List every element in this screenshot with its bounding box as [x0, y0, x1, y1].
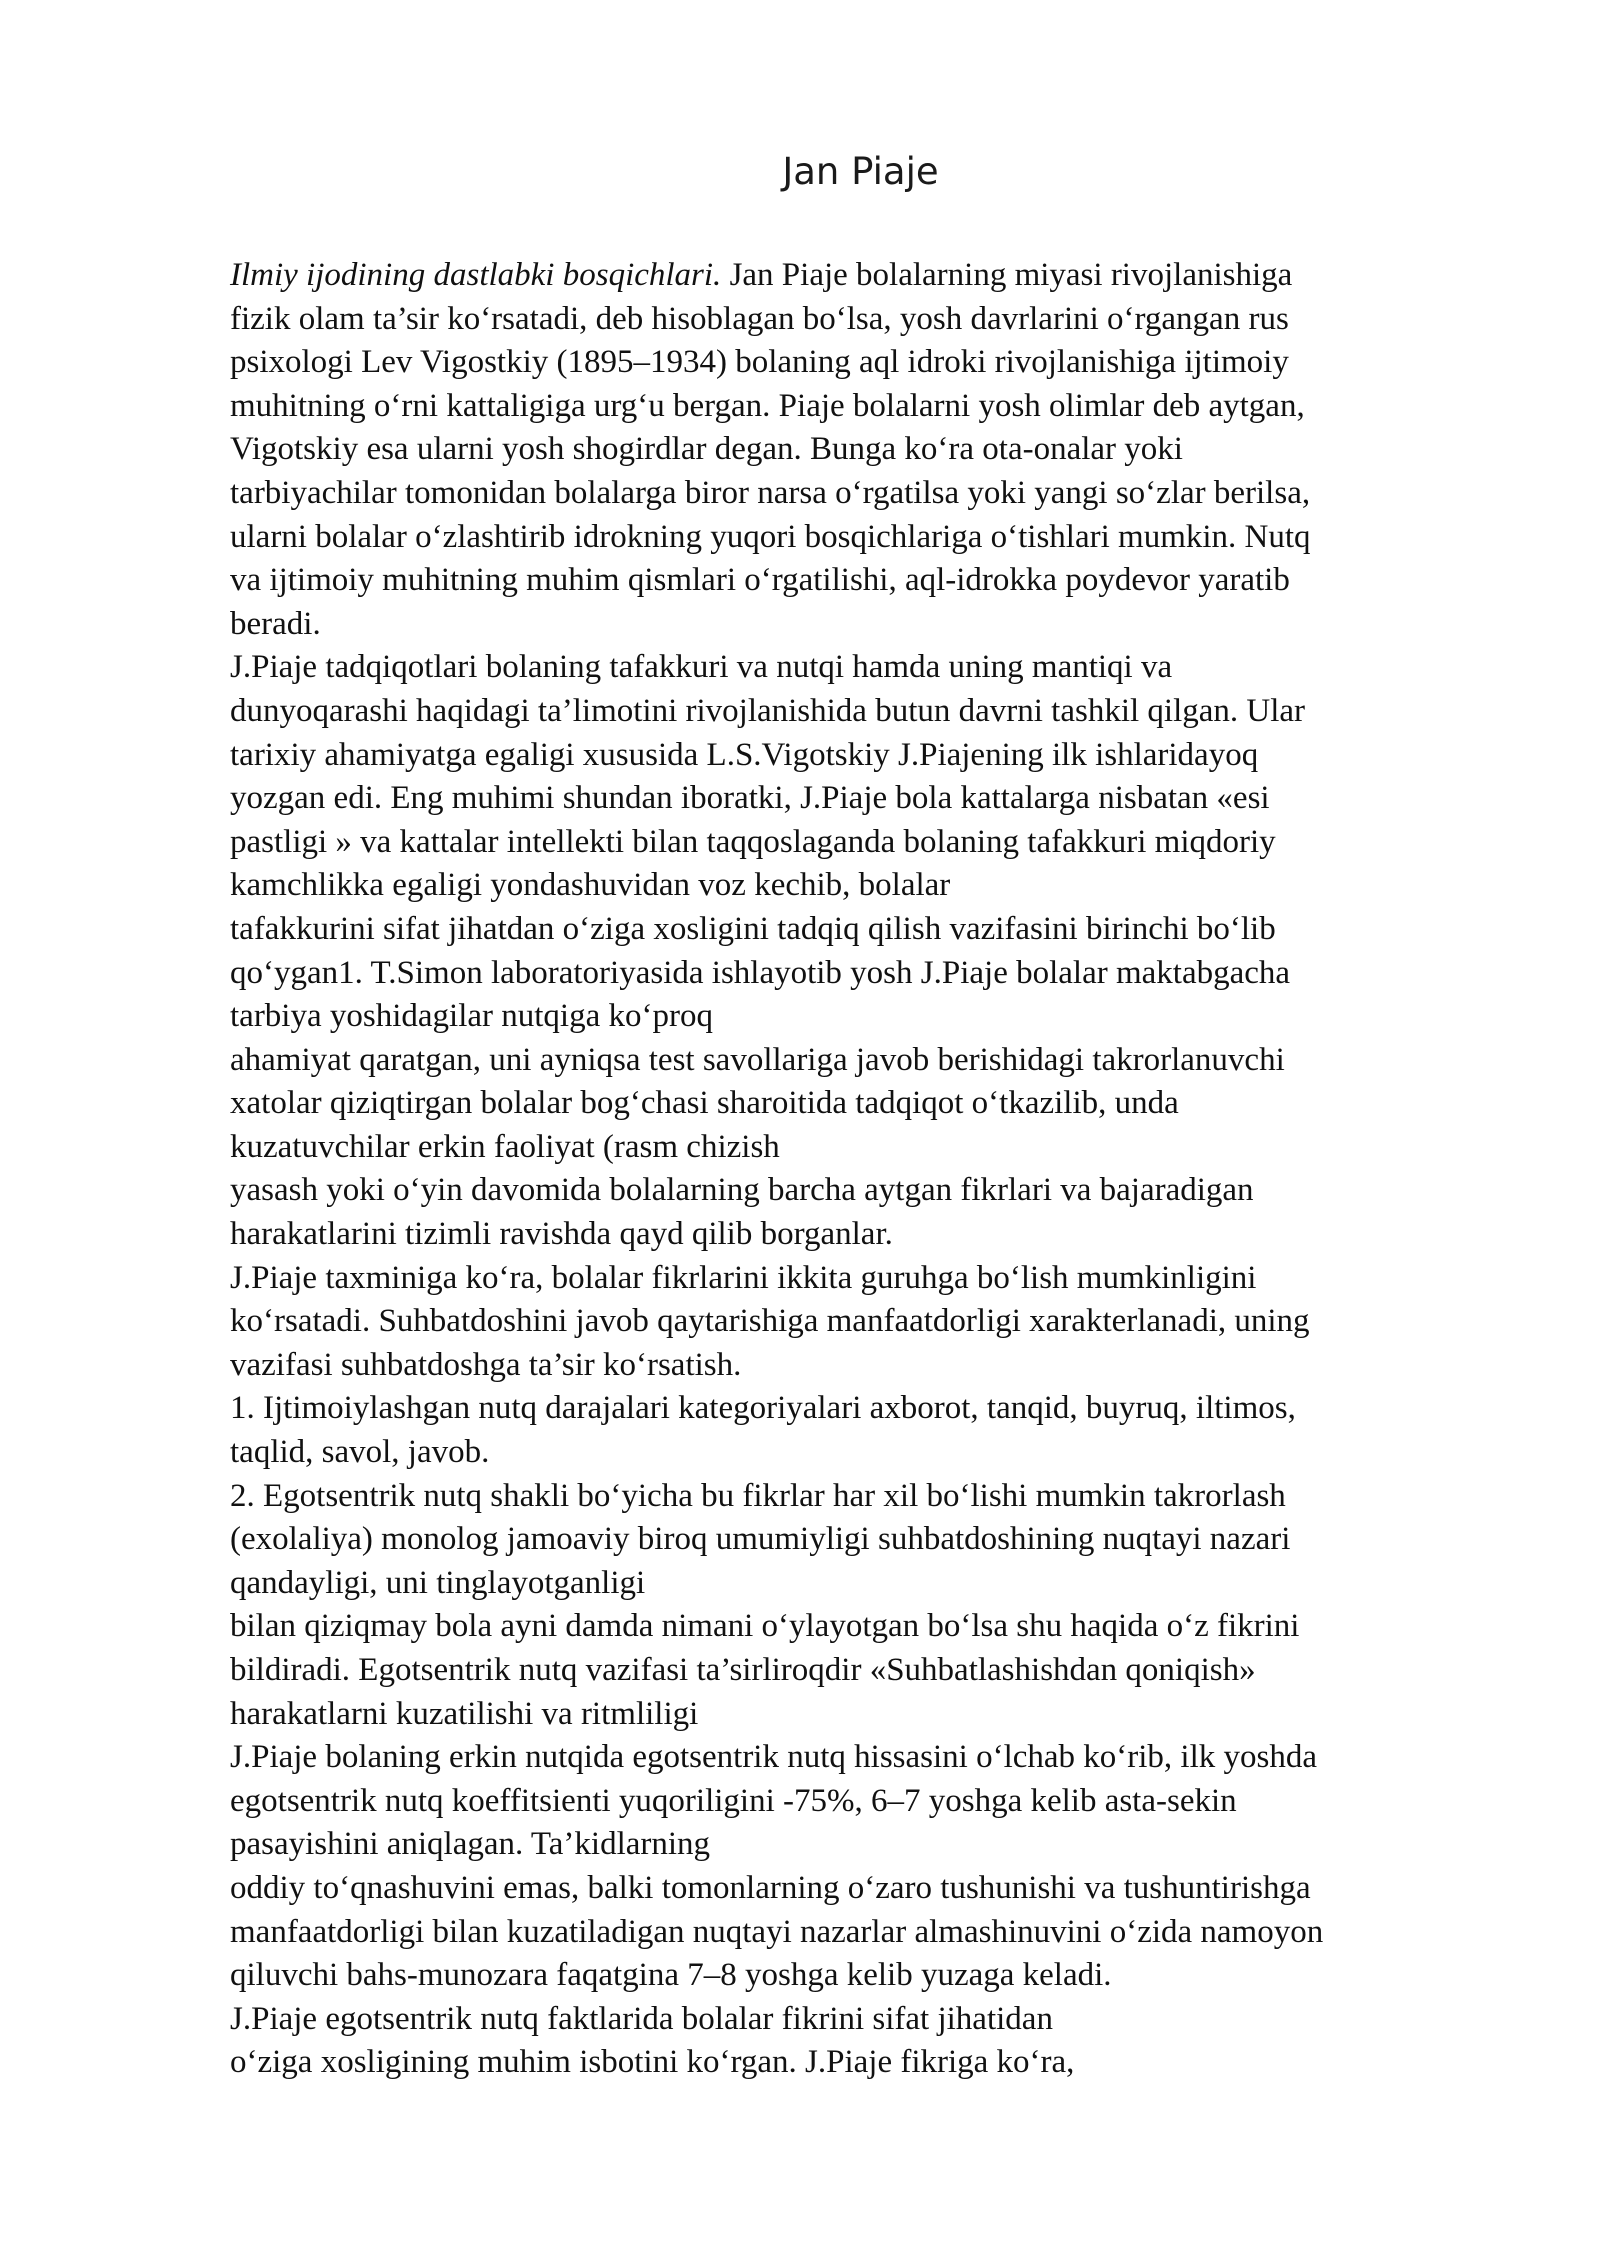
text-line: pastligi » va kattalar intellekti bilan taqqoslaganda bolaning tafakkuri miqdoriy: [230, 823, 1276, 860]
text-line: egotsentrik nutq koeffitsienti yuqoriligini -75%, 6–7 yoshga kelib asta-sekin: [230, 1782, 1237, 1819]
text-line: yasash yoki o‘yin davomida bolalarning barcha aytgan fikrlari va bajaradigan: [230, 1172, 1254, 1209]
text-line: J.Piaje taxminiga ko‘ra, bolalar fikrlarini ikkita guruhga bo‘lish mumkinligini: [230, 1259, 1257, 1296]
text-line: kamchlikka egaligi yondashuvidan voz kechib, bolalar: [230, 867, 951, 904]
text-line: dunyoqarashi haqidagi ta’limotini rivojlanishida butun davrni tashkil qilgan. Ular: [230, 692, 1306, 729]
text-line: ularni bolalar o‘zlashtirib idrokning yuqori bosqichlariga o‘tishlari mumkin. Nutq: [230, 518, 1311, 555]
text-line: yozgan edi. Eng muhimi shundan iboratki, J.Piaje bola kattalarga nisbatan «esi: [230, 780, 1270, 817]
section-lead: Ilmiy ijodining dastlabki bosqichlari.: [230, 257, 722, 293]
text-line: kuzatuvchilar erkin faoliyat (rasm chizish: [230, 1128, 780, 1165]
text-line: tarbiya yoshidagilar nutqiga ko‘proq: [230, 998, 713, 1035]
text-line: [230, 254, 1530, 298]
text-line: qiluvchi bahs-munozara faqatgina 7–8 yoshga kelib yuzaga keladi.: [230, 1957, 1112, 1994]
text-line: qandayligi, uni tinglayotganligi: [230, 1564, 646, 1601]
document-title: Jan Piaje: [782, 150, 939, 193]
text-line: 1. Ijtimoiylashgan nutq darajalari kategoriyalari axborot, tanqid, buyruq, iltimos,: [230, 1390, 1296, 1427]
text-line: ko‘rsatadi. Suhbatdoshini javob qaytarishiga manfaatdorligi xarakterlanadi, uning: [230, 1303, 1310, 1340]
text-line: bilan qiziqmay bola ayni damda nimani o‘ylayotgan bo‘lsa shu haqida o‘z fikrini: [230, 1608, 1300, 1645]
text-line: pasayishini aniqlagan. Ta’kidlarning: [230, 1826, 711, 1863]
text-line: J.Piaje egotsentrik nutq faktlarida bolalar fikrini sifat jihatidan: [230, 2000, 1053, 2037]
text-line: qo‘ygan1. T.Simon laboratoriyasida ishlayotib yosh J.Piaje bolalar maktabgacha: [230, 954, 1291, 991]
text-line: Vigotskiy esa ularni yosh shogirdlar degan. Bunga ko‘ra ota-onalar yoki: [230, 431, 1183, 468]
text-line: muhitning o‘rni kattaligiga urg‘u bergan. Piaje bolalarni yosh olimlar deb aytgan,: [230, 387, 1305, 424]
text-line: harakatlarini tizimli ravishda qayd qilib borganlar.: [230, 1216, 893, 1253]
text-line: taqlid, savol, javob.: [230, 1434, 490, 1471]
text-line: ahamiyat qaratgan, uni ayniqsa test savollariga javob berishidagi takrorlanuvchi: [230, 1041, 1285, 1078]
text-line: psixologi Lev Vigostkiy (1895–1934) bolaning aql idroki rivojlanishiga ijtimoiy: [230, 344, 1289, 381]
text-line: vazifasi suhbatdoshga ta’sir ko‘rsatish.: [230, 1346, 742, 1383]
text-line: oddiy to‘qnashuvini emas, balki tomonlarning o‘zaro tushunishi va tushuntirishga: [230, 1869, 1311, 1906]
text-line: xatolar qiziqtirgan bolalar bog‘chasi sharoitida tadqiqot o‘tkazilib, unda: [230, 1085, 1179, 1122]
text-line: manfaatdorligi bilan kuzatiladigan nuqtayi nazarlar almashinuvini o‘zida namoyon: [230, 1913, 1324, 1950]
text-line: tarixiy ahamiyatga egaligi xususida L.S.Vigotskiy J.Piajening ilk ishlaridayoq: [230, 736, 1259, 773]
text-line: 2. Egotsentrik nutq shakli bo‘yicha bu fikrlar har xil bo‘lishi mumkin takrorlash: [230, 1477, 1286, 1514]
text-line: harakatlarni kuzatilishi va ritmliligi: [230, 1695, 699, 1732]
text-line: beradi.: [230, 605, 321, 642]
text-line: J.Piaje bolaning erkin nutqida egotsentrik nutq hissasini o‘lchab ko‘rib, ilk yoshda: [230, 1739, 1318, 1776]
text-line: tarbiyachilar tomonidan bolalarga biror narsa o‘rgatilsa yoki yangi so‘zlar berilsa,: [230, 474, 1311, 511]
text-line: va ijtimoiy muhitning muhim qismlari o‘rgatilishi, aql-idrokka poydevor yaratib: [230, 562, 1290, 599]
text-line: bildiradi. Egotsentrik nutq vazifasi ta’sirliroqdir «Suhbatlashishdan qoniqish»: [230, 1652, 1256, 1688]
document-body: [230, 254, 1530, 2085]
text-line: o‘ziga xosligining muhim isbotini ko‘rgan. J.Piaje fikriga ko‘ra,: [230, 2044, 1075, 2081]
text-line: tafakkurini sifat jihatdan o‘ziga xosligini tadqiq qilish vazifasini birinchi bo‘lib: [230, 910, 1276, 947]
text-line-rest: Jan Piaje bolalarning miyasi rivojlanishiga: [721, 257, 1293, 293]
text-line: (exolaliya) monolog jamoaviy biroq umumiyligi suhbatdoshining nuqtayi nazari: [230, 1521, 1291, 1558]
text-line: J.Piaje tadqiqotlari bolaning tafakkuri va nutqi hamda uning mantiqi va: [230, 649, 1173, 686]
text-line: fizik olam ta’sir ko‘rsatadi, deb hisoblagan bo‘lsa, yosh davrlarini o‘rgangan rus: [230, 300, 1289, 337]
